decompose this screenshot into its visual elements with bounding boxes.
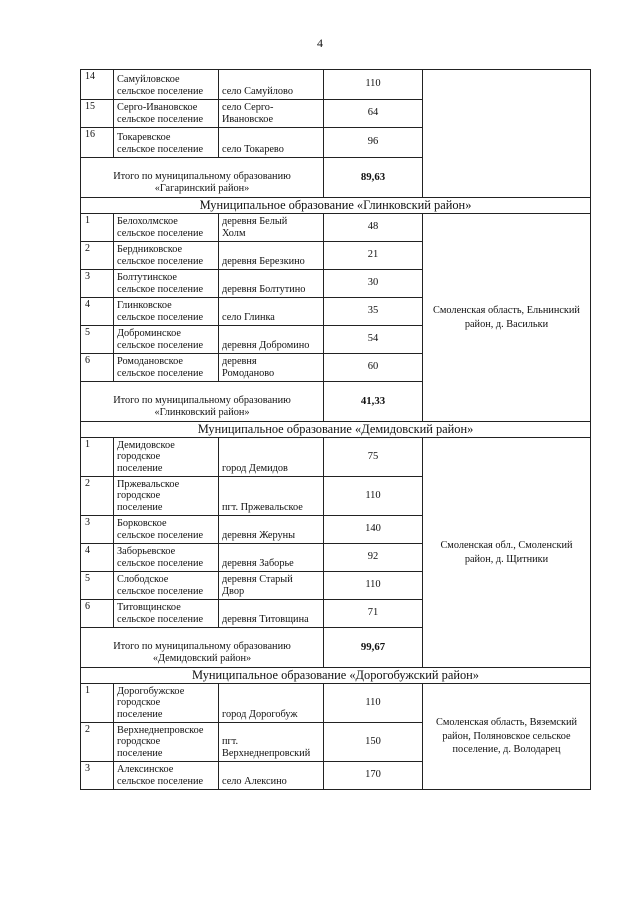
settlement-name xyxy=(114,326,219,354)
settlement-name-line: сельское поселение xyxy=(117,558,204,570)
settlement-name xyxy=(114,270,219,298)
settlement-name-line: сельское поселение xyxy=(117,86,204,98)
settlement-name-line: Серго-Ивановское xyxy=(117,102,198,114)
settlement-name-line: поселение xyxy=(117,463,163,475)
row-value: 110 xyxy=(324,572,423,600)
row-value: 64 xyxy=(324,100,423,128)
row-value: 110 xyxy=(324,70,423,100)
row-value: 170 xyxy=(324,762,423,790)
settlement-name xyxy=(114,544,219,572)
settlement-name xyxy=(114,723,219,762)
row-number: 3 xyxy=(81,516,114,544)
row-number: 15 xyxy=(81,100,114,128)
total-value: 89,63 xyxy=(324,158,423,198)
row-number: 1 xyxy=(81,684,114,723)
row-number: 3 xyxy=(81,270,114,298)
settlement-name xyxy=(114,572,219,600)
settlement-name-line: Глинковское xyxy=(117,300,172,312)
administrative-center-line: деревня Болтутино xyxy=(222,284,306,296)
settlement-name-line: сельское поселение xyxy=(117,614,204,626)
section-header-row xyxy=(81,668,591,684)
administrative-center-line: село Глинка xyxy=(222,312,275,324)
settlement-name-line: Алексинское xyxy=(117,764,174,776)
settlement-name xyxy=(114,70,219,100)
administrative-center xyxy=(219,600,324,628)
settlement-name-line: городское xyxy=(117,697,161,709)
row-value: 75 xyxy=(324,438,423,477)
location-cell-line: район, д. Щитники xyxy=(464,553,549,565)
section-header-row xyxy=(81,422,591,438)
administrative-center-line: город Демидов xyxy=(222,463,288,475)
row-value: 71 xyxy=(324,600,423,628)
administrative-center xyxy=(219,572,324,600)
settlement-name xyxy=(114,298,219,326)
settlement-name-line: Слободское xyxy=(117,574,169,586)
total-value: 41,33 xyxy=(324,382,423,422)
administrative-center-line: деревня xyxy=(222,356,257,368)
total-value: 99,67 xyxy=(324,628,423,668)
location-cell-line: Смоленская область, Вяземский xyxy=(435,717,578,729)
settlement-name-line: Болтутинское xyxy=(117,272,177,284)
total-label xyxy=(81,382,324,422)
row-value: 110 xyxy=(324,477,423,516)
row-number: 2 xyxy=(81,723,114,762)
administrative-center xyxy=(219,354,324,382)
total-label-line: «Глинковский район» xyxy=(154,407,250,419)
total-label xyxy=(81,158,324,198)
administrative-center xyxy=(219,516,324,544)
municipal-table-body xyxy=(81,70,591,790)
settlement-name-line: Токаревское xyxy=(117,132,171,144)
row-number: 1 xyxy=(81,214,114,242)
row-value: 110 xyxy=(324,684,423,723)
settlement-name xyxy=(114,762,219,790)
administrative-center-line: город Дорогобуж xyxy=(222,709,298,721)
administrative-center-line: село Токарево xyxy=(222,144,284,156)
settlement-name-line: городское xyxy=(117,736,161,748)
table-row xyxy=(81,70,591,100)
row-value: 150 xyxy=(324,723,423,762)
row-value: 60 xyxy=(324,354,423,382)
settlement-name-line: сельское поселение xyxy=(117,228,204,240)
administrative-center xyxy=(219,684,324,723)
administrative-center-line: село Самуйлово xyxy=(222,86,293,98)
settlement-name xyxy=(114,477,219,516)
administrative-center xyxy=(219,270,324,298)
administrative-center-line: пгт. Пржевальское xyxy=(222,502,303,514)
location-cell xyxy=(423,70,591,198)
row-number: 3 xyxy=(81,762,114,790)
row-number: 16 xyxy=(81,128,114,158)
administrative-center-line: Ивановское xyxy=(222,114,274,126)
settlement-name xyxy=(114,100,219,128)
total-label-line: Итого по муниципальному образованию xyxy=(113,171,291,183)
settlement-name-line: Самуйловское xyxy=(117,74,180,86)
row-value: 140 xyxy=(324,516,423,544)
settlement-name-line: сельское поселение xyxy=(117,284,204,296)
settlement-name xyxy=(114,354,219,382)
row-number: 14 xyxy=(81,70,114,100)
settlement-name xyxy=(114,214,219,242)
administrative-center-line: деревня Березкино xyxy=(222,256,305,268)
settlement-name xyxy=(114,438,219,477)
page-number: 4 xyxy=(317,36,323,50)
row-number: 1 xyxy=(81,438,114,477)
settlement-name-line: сельское поселение xyxy=(117,144,204,156)
settlement-name-line: Верхнеднепровское xyxy=(117,724,204,736)
administrative-center xyxy=(219,723,324,762)
administrative-center xyxy=(219,298,324,326)
settlement-name-line: сельское поселение xyxy=(117,256,204,268)
table-row xyxy=(81,214,591,242)
settlement-name-line: сельское поселение xyxy=(117,530,204,542)
section-title: Муниципальное образование «Глинковский район» xyxy=(81,198,591,214)
row-number: 5 xyxy=(81,326,114,354)
settlement-name-line: Ромодановское xyxy=(117,356,183,368)
settlement-name-line: сельское поселение xyxy=(117,586,204,598)
administrative-center-line: деревня Заборье xyxy=(222,558,294,570)
settlement-name-line: Демидовское xyxy=(117,439,175,451)
row-number: 2 xyxy=(81,477,114,516)
table-row xyxy=(81,684,591,723)
row-number: 6 xyxy=(81,600,114,628)
administrative-center-line: деревня Титовщина xyxy=(222,614,309,626)
administrative-center-line: Холм xyxy=(222,228,246,240)
settlement-name-line: Борковское xyxy=(117,518,167,530)
administrative-center-line: деревня Белый xyxy=(222,216,288,228)
settlement-name-line: поселение xyxy=(117,502,163,514)
location-cell-line: район, д. Васильки xyxy=(464,318,549,330)
administrative-center-line: село Серго- xyxy=(222,102,274,114)
table-row xyxy=(81,438,591,477)
total-label-line: «Демидовский район» xyxy=(152,653,252,665)
total-label-line: «Гагаринский район» xyxy=(154,183,250,195)
settlement-name-line: сельское поселение xyxy=(117,368,204,380)
administrative-center xyxy=(219,70,324,100)
row-value: 35 xyxy=(324,298,423,326)
administrative-center-line: Ромоданово xyxy=(222,368,275,380)
settlement-name xyxy=(114,516,219,544)
row-value: 48 xyxy=(324,214,423,242)
settlement-name-line: поселение xyxy=(117,748,163,760)
administrative-center xyxy=(219,100,324,128)
row-value: 92 xyxy=(324,544,423,572)
total-label xyxy=(81,628,324,668)
administrative-center-line: деревня Старый xyxy=(222,574,293,586)
administrative-center-line: Верхнеднепровский xyxy=(222,748,311,760)
settlement-name-line: Бердниковское xyxy=(117,244,183,256)
municipal-table xyxy=(80,69,591,790)
administrative-center-line: пгт. xyxy=(222,736,239,748)
administrative-center-line: деревня Жеруны xyxy=(222,530,296,542)
administrative-center-line: Двор xyxy=(222,586,245,598)
administrative-center-line: село Алексино xyxy=(222,776,287,788)
row-value: 54 xyxy=(324,326,423,354)
location-cell xyxy=(423,214,591,422)
administrative-center xyxy=(219,214,324,242)
row-number: 6 xyxy=(81,354,114,382)
total-label-line: Итого по муниципальному образованию xyxy=(113,395,291,407)
total-label-line: Итого по муниципальному образованию xyxy=(113,641,291,653)
settlement-name xyxy=(114,600,219,628)
settlement-name-line: городское xyxy=(117,451,161,463)
settlement-name-line: сельское поселение xyxy=(117,114,204,126)
administrative-center xyxy=(219,544,324,572)
settlement-name-line: городское xyxy=(117,490,161,502)
settlement-name-line: Пржевальское xyxy=(117,478,180,490)
administrative-center xyxy=(219,128,324,158)
row-value: 96 xyxy=(324,128,423,158)
settlement-name-line: Заборьевское xyxy=(117,546,176,558)
administrative-center xyxy=(219,438,324,477)
settlement-name xyxy=(114,128,219,158)
location-cell-line: Смоленская область, Ельнинский xyxy=(433,305,580,317)
settlement-name-line: Дорогобужское xyxy=(117,685,185,697)
settlement-name-line: Белохолмское xyxy=(117,216,178,228)
section-title: Муниципальное образование «Дорогобужский район» xyxy=(81,668,591,684)
row-value: 21 xyxy=(324,242,423,270)
settlement-name-line: Доброминское xyxy=(117,328,181,340)
administrative-center xyxy=(219,242,324,270)
settlement-name-line: сельское поселение xyxy=(117,776,204,788)
row-number: 2 xyxy=(81,242,114,270)
settlement-name xyxy=(114,684,219,723)
location-cell xyxy=(423,438,591,668)
location-cell-line: поселение, д. Володарец xyxy=(452,744,561,756)
administrative-center xyxy=(219,477,324,516)
section-title: Муниципальное образование «Демидовский район» xyxy=(81,422,591,438)
settlement-name xyxy=(114,242,219,270)
location-cell xyxy=(423,684,591,790)
settlement-name-line: сельское поселение xyxy=(117,340,204,352)
settlement-name-line: поселение xyxy=(117,709,163,721)
location-cell-line: район, Поляновское сельское xyxy=(442,730,571,742)
row-number: 4 xyxy=(81,544,114,572)
settlement-name-line: Титовщинское xyxy=(117,602,181,614)
location-cell-line: Смоленская обл., Смоленский xyxy=(440,540,573,552)
row-value: 30 xyxy=(324,270,423,298)
row-number: 4 xyxy=(81,298,114,326)
row-number: 5 xyxy=(81,572,114,600)
settlement-name-line: сельское поселение xyxy=(117,312,204,324)
administrative-center-line: деревня Добромино xyxy=(222,340,310,352)
administrative-center xyxy=(219,326,324,354)
administrative-center xyxy=(219,762,324,790)
section-header-row xyxy=(81,198,591,214)
